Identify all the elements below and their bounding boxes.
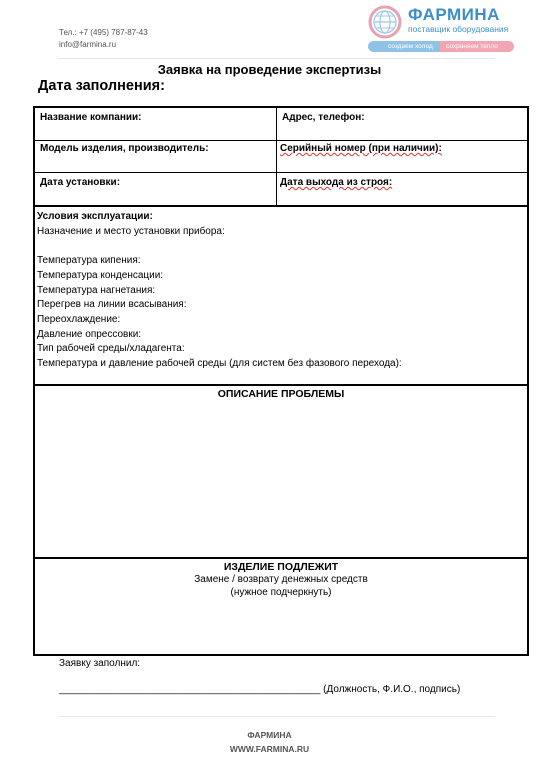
info-table xyxy=(33,106,529,207)
underline-note: (нужное подчеркнуть) xyxy=(230,587,332,598)
date-filled-label: Дата заполнения: xyxy=(38,78,165,94)
product-heading: ИЗДЕЛИЕ ПОДЛЕЖИТ xyxy=(223,561,339,573)
info-table-vline xyxy=(276,108,277,205)
failure-date-label: Дата выхода из строя: xyxy=(280,177,393,188)
problem-box xyxy=(33,384,529,559)
medium-temp-pressure-label: Температура и давление рабочей среды (для систем без фазового перехода): xyxy=(37,358,402,370)
boiling-temp-label: Температура кипения: xyxy=(37,255,141,267)
info-table-hline-1 xyxy=(35,140,527,141)
subcooling-label: Переохлаждение: xyxy=(37,313,121,325)
footer-website: WWW.FARMINA.RU xyxy=(229,744,310,754)
install-date-label: Дата установки: xyxy=(40,177,121,188)
conditions-heading: Условия эксплуатации: xyxy=(37,211,153,222)
suction-superheat-label: Перегрев на линии всасывания: xyxy=(37,299,187,311)
company-name-label: Название компании: xyxy=(40,112,142,123)
logo-slogan-left-bar xyxy=(368,41,440,52)
phone-text: Тел.: +7 (495) 787-87-43 xyxy=(59,28,148,37)
product-options: Замене / возврату денежных средств xyxy=(194,574,368,585)
logo-slogan-right-bar xyxy=(440,41,514,52)
logo-slogan-right: сохраняем тепло xyxy=(446,42,498,50)
address-phone-label: Адрес, телефон: xyxy=(282,112,365,123)
purpose-label: Назначение и место установки прибора: xyxy=(37,225,225,237)
page-title: Заявка на проведение экспертизы xyxy=(157,62,382,77)
serial-number-label: Серийный номер (при наличии): xyxy=(280,143,442,154)
logo-name: ФАРМИНА xyxy=(408,5,500,24)
signature-line: _______________________________________________ (Должность, Ф.И.О., подпись) xyxy=(59,684,461,695)
blank-line xyxy=(37,239,402,254)
discharge-temp-label: Температура нагнетания: xyxy=(37,284,156,296)
model-label: Модель изделия, производитель: xyxy=(40,143,209,154)
filled-by-label: Заявку заполнил: xyxy=(59,658,141,669)
problem-heading: ОПИСАНИЕ ПРОБЛЕМЫ xyxy=(217,388,345,400)
email-text: info@farmina.ru xyxy=(59,40,117,49)
company-logo xyxy=(366,4,516,52)
conditions-list xyxy=(37,210,402,372)
logo-tagline: поставщик оборудования xyxy=(408,24,509,34)
product-box xyxy=(33,557,529,656)
contacts-block xyxy=(59,27,148,51)
refrigerant-type-label: Тип рабочей среды/хладагента: xyxy=(37,343,185,355)
header-divider xyxy=(58,58,495,59)
footer-company: ФАРМИНА xyxy=(247,730,292,740)
globe-icon xyxy=(366,4,406,40)
footer-divider xyxy=(58,716,495,717)
condensation-temp-label: Температура конденсации: xyxy=(37,269,164,281)
logo-slogan-left: создаем холод xyxy=(388,42,433,50)
info-table-hline-2 xyxy=(35,172,527,173)
pressure-test-label: Давление опрессовки: xyxy=(37,328,142,340)
